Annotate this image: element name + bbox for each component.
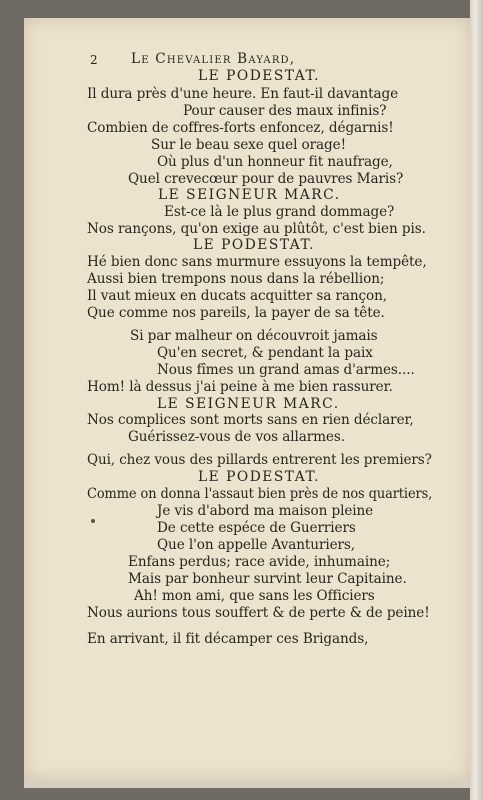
verse-line: Qu'en secret, & pendant la paix xyxy=(157,345,373,361)
verse-line: Nos complices sont morts sans en rien déclarer, xyxy=(87,412,414,428)
margin-mark xyxy=(91,519,95,523)
verse-line: Il vaut mieux en ducats acquitter sa rançon, xyxy=(87,288,387,304)
verse-line: Quel crevecœur pour de pauvres Maris? xyxy=(128,171,404,187)
speaker-heading: LE SEIGNEUR MARC. xyxy=(158,187,341,203)
verse-line: Que l'on appelle Avanturiers, xyxy=(157,537,356,553)
verse-line: Nos rançons, qu'on exige au plûtôt, c'est bien pis. xyxy=(87,221,426,237)
page-number: 2 xyxy=(90,53,98,67)
verse-line: Hom! là dessus j'ai peine à me bien rassurer. xyxy=(87,379,393,395)
verse-line: Je vis d'abord ma maison pleine xyxy=(157,503,374,519)
verse-line: Qui, chez vous des pillards entrerent les premiers? xyxy=(87,452,432,468)
verse-line: En arrivant, il fit décamper ces Brigands, xyxy=(87,631,369,647)
verse-line: Enfans perdus; race avide, inhumaine; xyxy=(128,554,391,570)
verse-line: Guérissez-vous de vos allarmes. xyxy=(128,429,345,445)
verse-line: Nous fîmes un grand amas d'armes.... xyxy=(157,362,415,378)
verse-line: De cette espéce de Guerriers xyxy=(157,520,356,536)
verse-line: Si par malheur on découvroit jamais xyxy=(130,328,378,344)
verse-line: Nous aurions tous souffert & de perte & de peine! xyxy=(87,605,430,621)
speaker-heading: LE PODESTAT. xyxy=(193,237,316,253)
verse-line: Comme on donna l'assaut bien près de nos quartiers, xyxy=(87,486,433,502)
verse-line: Mais par bonheur survint leur Capitaine. xyxy=(128,571,407,587)
verse-line: Où plus d'un honneur fit naufrage, xyxy=(157,154,393,170)
verse-line: Est-ce là le plus grand dommage? xyxy=(164,204,395,220)
verse-line: Ah! mon ami, que sans les Officiers xyxy=(134,588,375,604)
verse-line: Il dura près d'une heure. En faut-il davantage xyxy=(87,86,399,102)
speaker-heading: LE PODESTAT. xyxy=(198,68,321,84)
verse-line: Aussi bien trempons nous dans la rébellion; xyxy=(87,271,385,287)
verse-line: Pour causer des maux infinis? xyxy=(183,103,387,119)
speaker-heading: LE PODESTAT. xyxy=(198,469,321,485)
verse-line: Sur le beau sexe quel orage! xyxy=(151,137,346,153)
verse-line: Hé bien donc sans murmure essuyons la tempête, xyxy=(87,254,427,270)
running-head: Le Chevalier Bayard, xyxy=(131,51,296,67)
verse-line: Que comme nos pareils, la payer de sa tête. xyxy=(87,305,385,321)
verse-line: Combien de coffres-forts enfoncez, dégarnis! xyxy=(87,120,394,136)
speaker-heading: LE SEIGNEUR MARC. xyxy=(157,396,340,412)
